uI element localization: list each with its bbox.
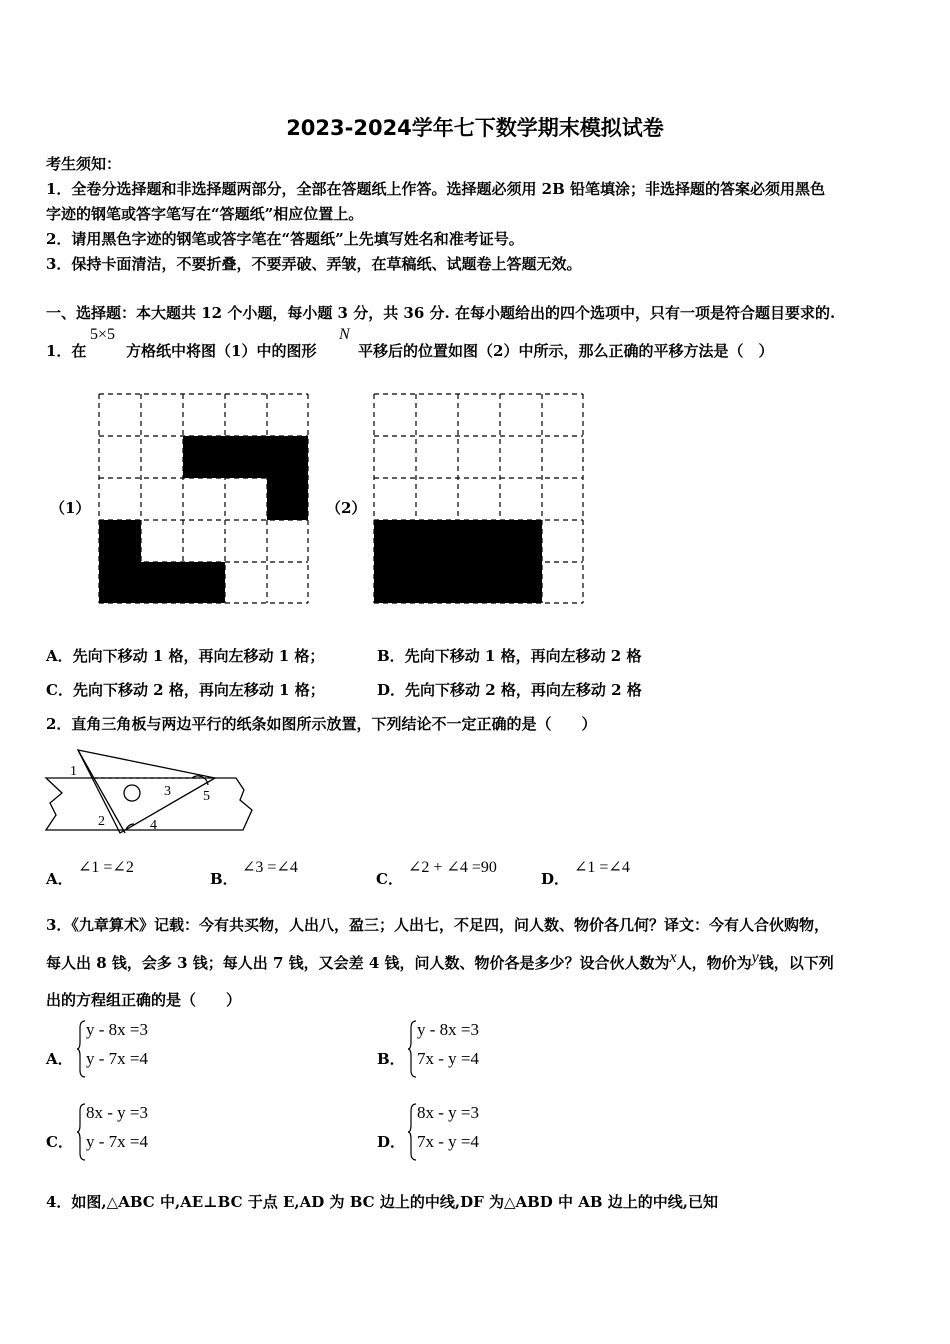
q1-option-c: [46, 679, 325, 700]
notice-item: 1．全卷分选择题和非选择题两部分，全部在答题纸上作答。选择题必须用 2B 铅笔填涂；非选择题的答案必须用黑色: [46, 180, 826, 198]
notice-heading: 考生须知：: [46, 155, 122, 173]
notice-item: 2．请用黑色字迹的钢笔或答字笔在“答题纸”上先填写姓名和准考证号。: [46, 230, 524, 248]
q2-option-d-label: D．: [541, 870, 570, 888]
q2-option-d-expr: ∠1 =∠4: [574, 859, 630, 876]
equation-2: y - 7x =4: [86, 1049, 148, 1068]
q1-shape-symbol: N: [339, 326, 350, 343]
q1-mid: 方格纸中将图（1）中的图形: [126, 342, 317, 360]
option-label: A．: [46, 647, 73, 665]
page-title: 2023-2024学年七下数学期末模拟试卷: [286, 116, 664, 140]
q3-option-d-label: D．: [377, 1133, 406, 1151]
q3-var-y: y: [751, 949, 759, 966]
notice-item: 字迹的钢笔或答字笔写在“答题纸”相应位置上。: [46, 205, 364, 223]
q3-line-2: [46, 949, 834, 973]
q3-line-2b: 人，物价为: [676, 954, 752, 972]
q1-fig2-label: （2）: [326, 499, 367, 517]
angle-label-5: 5: [203, 789, 210, 804]
option-text: 先向下移动 2 格，再向左移动 2 格: [405, 681, 642, 699]
q2-option-a-expr: ∠1 =∠2: [78, 859, 134, 876]
angle-label-4: 4: [150, 818, 157, 833]
notice-item: 3．保持卡面清洁，不要折叠，不要弄破、弄皱，在草稿纸、试题卷上答题无效。: [46, 255, 582, 273]
q1-option-b: [377, 645, 641, 666]
option-label: B．: [377, 647, 405, 665]
q3-line-2c: 钱，以下列: [758, 954, 834, 972]
q2-option-a-label: A．: [46, 870, 73, 888]
equation-1: y - 8x =3: [86, 1020, 148, 1039]
brace-icon: [407, 1020, 417, 1078]
option-text: 先向下移动 2 格，再向左移动 1 格；: [72, 681, 325, 699]
q1-shape-moved: [374, 520, 542, 603]
q4-text: 4．如图,△ABC 中,AE⊥BC 于点 E,AD 为 BC 边上的中线,DF 为△ABD 中 AB 边上的中线,已知: [46, 1193, 719, 1211]
option-text: 先向下移动 1 格，再向左移动 1 格；: [72, 647, 325, 665]
q2-option-b-label: B．: [210, 870, 238, 888]
q2-option-b-expr: ∠3 =∠4: [242, 859, 298, 876]
brace-icon: [76, 1103, 86, 1161]
q1-suffix: 平移后的位置如图（2）中所示，那么正确的平移方法是（ ）: [358, 342, 774, 360]
equation-2: 7x - y =4: [417, 1049, 479, 1068]
option-text: 先向下移动 1 格，再向左移动 2 格: [404, 647, 642, 665]
q3-line-1: 3．《九章算术》记载：今有共买物，人出八，盈三；人出七，不足四，问人数、物价各几何？译文：今有人合伙购物，: [46, 916, 829, 934]
brace-icon: [76, 1020, 86, 1078]
angle-label-1: 1: [70, 764, 77, 779]
q1-option-d: [377, 679, 642, 700]
q1-figure-1: [95, 390, 311, 608]
brace-icon: [407, 1103, 417, 1161]
set-square-hole: [124, 785, 140, 801]
q1-prefix: 1．在: [46, 342, 87, 360]
q3-option-a-system: [76, 1018, 196, 1078]
equation-1: 8x - y =3: [86, 1103, 148, 1122]
q3-line-3: 出的方程组正确的是（ ）: [46, 991, 242, 1009]
q3-option-b-system: [407, 1018, 527, 1078]
angle-label-2: 2: [98, 814, 105, 829]
equation-2: 7x - y =4: [417, 1132, 479, 1151]
q1-figure-2: [370, 390, 586, 608]
q3-option-c-label: C．: [46, 1133, 73, 1151]
q1-grid-size: 5×5: [90, 326, 116, 343]
option-label: C．: [46, 681, 73, 699]
q2-figure: [40, 745, 255, 837]
q3-option-d-system: [407, 1101, 527, 1161]
option-label: D．: [377, 681, 406, 699]
q2-option-c-expr: ∠2 + ∠4 =90: [408, 859, 497, 876]
q3-line-2a: 每人出 8 钱，会多 3 钱；每人出 7 钱，又会差 4 钱，问人数、物价各是多少？设合伙人数为: [46, 954, 670, 972]
angle-label-3: 3: [164, 784, 171, 799]
q3-var-x: x: [669, 949, 677, 966]
q1-shape-upper: [183, 436, 308, 520]
equation-1: 8x - y =3: [417, 1103, 479, 1122]
q1-fig1-label: （1）: [50, 499, 91, 517]
section-heading: 一、选择题：本大题共 12 个小题，每小题 3 分，共 36 分. 在每小题给出的四个选项中，只有一项是符合题目要求的.: [46, 304, 836, 322]
q3-option-a-label: A．: [46, 1050, 73, 1068]
paper-strip: [46, 778, 252, 830]
q3-option-c-system: [76, 1101, 196, 1161]
q2-text: 2．直角三角板与两边平行的纸条如图所示放置，下列结论不一定正确的是（ ）: [46, 715, 597, 733]
q2-option-c-label: C．: [376, 870, 403, 888]
q3-option-b-label: B．: [377, 1050, 405, 1068]
equation-1: y - 8x =3: [417, 1020, 479, 1039]
q1-option-a: [46, 645, 324, 666]
equation-2: y - 7x =4: [86, 1132, 148, 1151]
